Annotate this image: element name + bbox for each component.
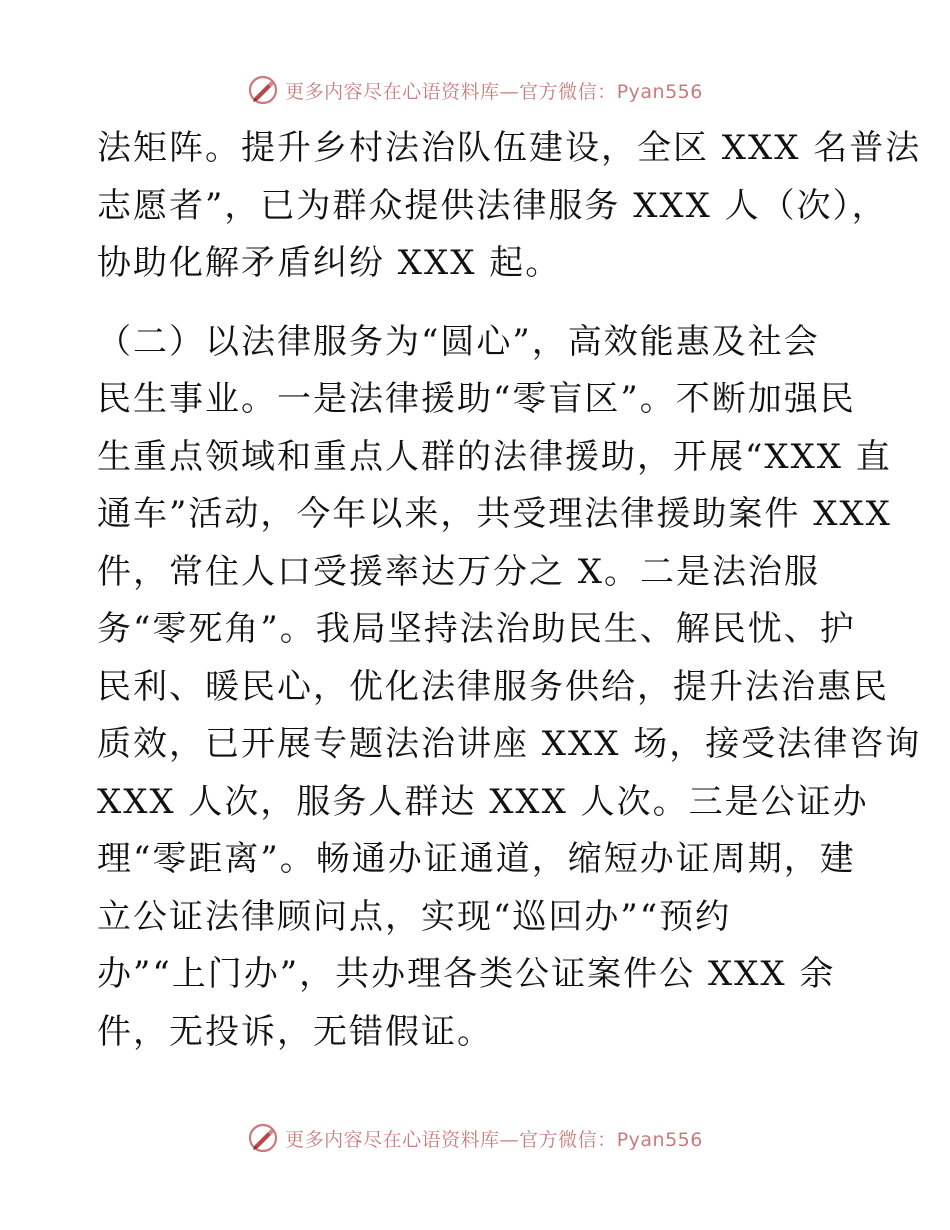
text-line: 立公证法律顾问点，实现“巡回办”“预约 xyxy=(97,896,732,937)
text-line: 法矩阵。提升乡村法治队伍建设，全区 XXX 名普法 xyxy=(97,128,922,168)
text-line: XXX 人次，服务人群达 XXX 人次。三是公证办 xyxy=(97,781,869,822)
text-line: 件，常住人口受援率达万分之 X。二是法治服 xyxy=(97,551,821,592)
body-text xyxy=(97,120,922,1061)
header-watermark xyxy=(0,70,950,110)
watermark-wechat-label: 官方微信： xyxy=(519,80,617,103)
text-line: 理“零距离”。畅通办证通道，缩短办证周期，建 xyxy=(97,839,856,879)
watermark-wechat-id: Pyan556 xyxy=(616,80,703,103)
text-line: 民生事业。一是法律援助“零盲区”。不断加强民 xyxy=(97,379,856,419)
text-line: 件，无投诉，无错假证。 xyxy=(97,1011,493,1052)
text-line: 协助化解矛盾纠纷 XXX 起。 xyxy=(97,243,562,283)
watermark-text xyxy=(285,1125,703,1152)
text-line: 办”“上门办”，共办理各类公证案件公 XXX 余 xyxy=(97,954,836,994)
watermark-wechat-label: 官方微信： xyxy=(519,1128,617,1151)
watermark-brand: 更多内容尽在心语资料库 xyxy=(285,1128,500,1151)
text-line: 通车”活动，今年以来，共受理法律援助案件 XXX xyxy=(97,494,892,534)
watermark-separator: — xyxy=(499,80,520,103)
watermark-text xyxy=(285,77,703,104)
section-heading-line: （二）以法律服务为“圆心”，高效能惠及社会 xyxy=(97,321,820,362)
watermark-brand: 更多内容尽在心语资料库 xyxy=(285,80,500,103)
text-line: 民利、暖民心，优化法律服务供给，提升法治惠民 xyxy=(97,666,889,707)
text-line: 生重点领域和重点人群的法律援助，开展“XXX 直 xyxy=(97,436,892,477)
footer-watermark xyxy=(0,1118,950,1158)
text-line: 志愿者”，已为群众提供法律服务 XXX 人（次）， xyxy=(97,185,888,226)
pen-logo-icon xyxy=(247,74,279,106)
watermark-wechat-id: Pyan556 xyxy=(616,1128,703,1151)
text-line: 质效，已开展专题法治讲座 XXX 场，接受法律咨询 xyxy=(97,724,922,764)
watermark-separator: — xyxy=(499,1128,520,1151)
text-line: 务“零死角”。我局坚持法治助民生、解民忧、护 xyxy=(97,609,856,649)
pen-logo-icon xyxy=(247,1122,279,1154)
